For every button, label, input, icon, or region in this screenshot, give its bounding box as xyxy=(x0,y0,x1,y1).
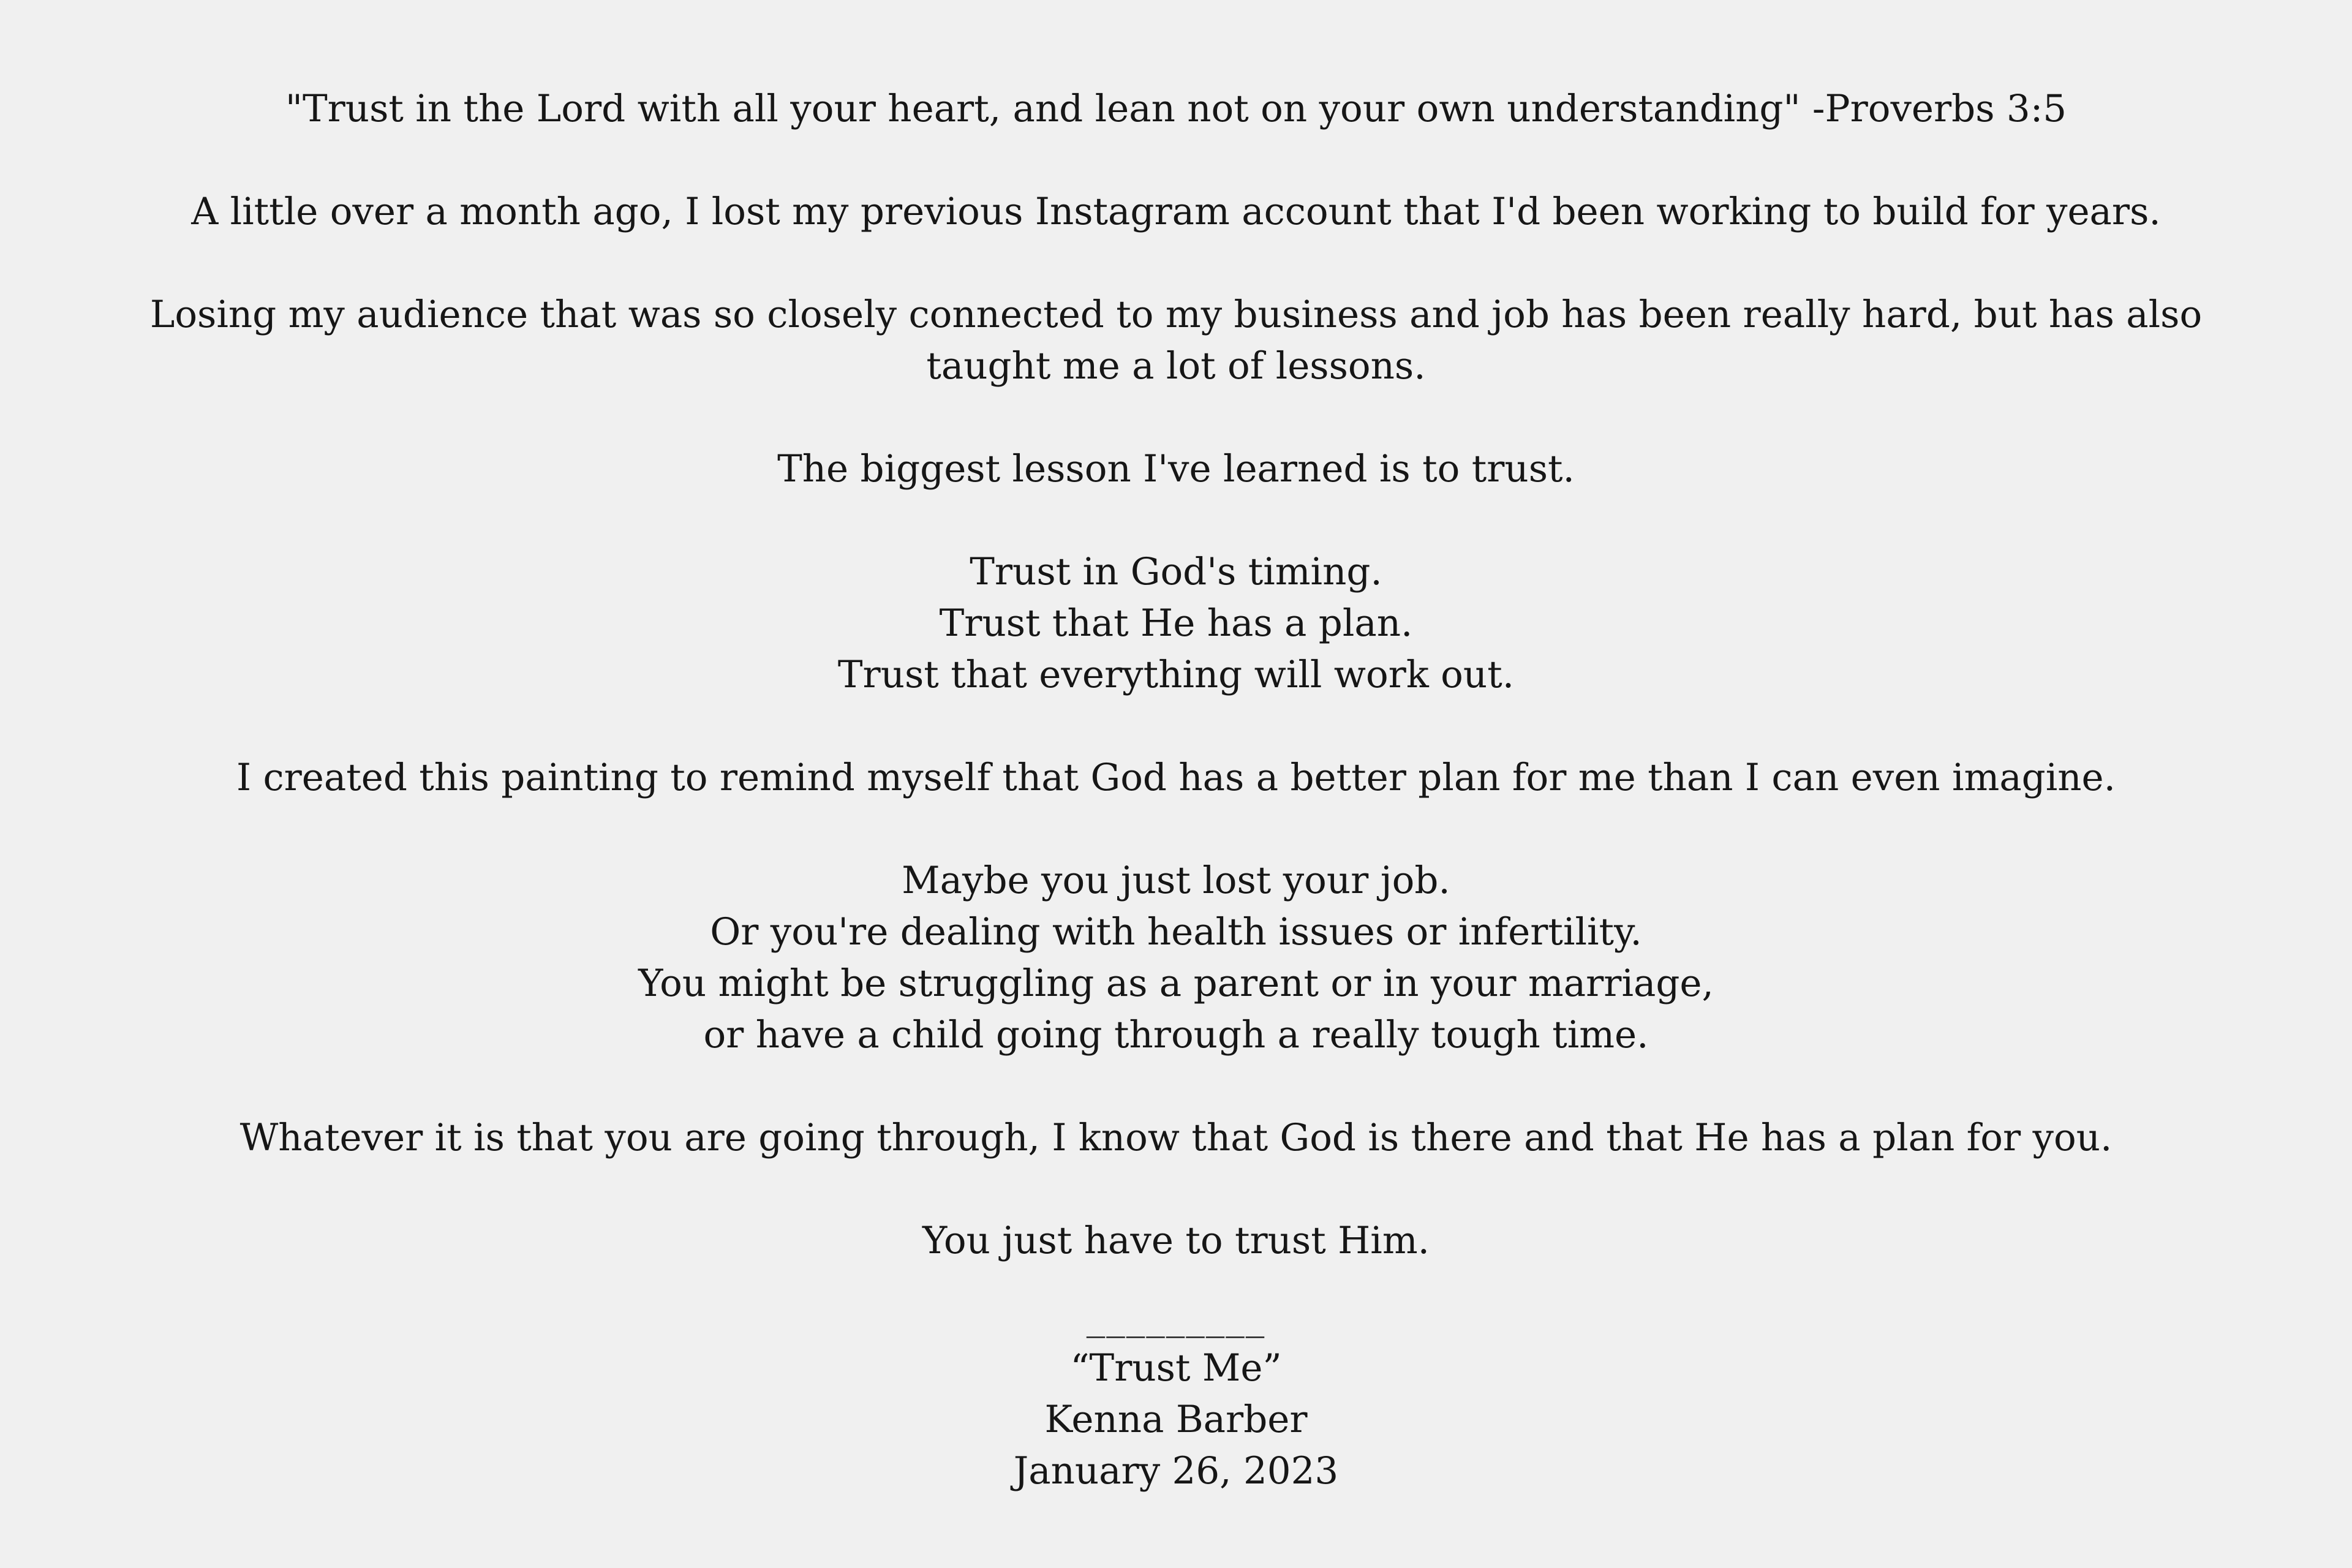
spacer xyxy=(0,495,2352,546)
paragraph-audience-line-2: taught me a lot of lessons. xyxy=(926,344,1426,388)
maybe-line: You might be struggling as a parent or in your marriage, xyxy=(638,962,1714,1005)
verse-quote: "Trust in the Lord with all your heart, and lean not on your own understanding" -Proverbs 3:5 xyxy=(285,87,2067,130)
trust-line: Trust in God's timing. xyxy=(970,550,1382,594)
spacer xyxy=(0,392,2352,443)
paragraph-trust-him: You just have to trust Him. xyxy=(922,1219,1430,1262)
paragraph-biggest-lesson: The biggest lesson I've learned is to trust. xyxy=(777,447,1575,491)
spacer xyxy=(0,135,2352,186)
spacer xyxy=(0,701,2352,752)
maybe-line: Maybe you just lost your job. xyxy=(902,859,1450,902)
trust-line: Trust that everything will work out. xyxy=(837,653,1515,696)
maybe-line: Or you're dealing with health issues or infertility. xyxy=(710,910,1642,954)
spacer xyxy=(0,238,2352,289)
paragraph-painting: I created this painting to remind myself that God has a better plan for me than I can even imagine. xyxy=(236,756,2116,799)
paragraph-audience-line-1: Losing my audience that was so closely connected to my business and job has been really hard, but has also xyxy=(149,293,2203,336)
trust-line: Trust that He has a plan. xyxy=(939,601,1413,645)
artwork-title: “Trust Me” xyxy=(1070,1346,1282,1390)
spacer xyxy=(0,804,2352,855)
signature-rule: _________ xyxy=(1086,1295,1266,1338)
paragraph-instagram: A little over a month ago, I lost my previous Instagram account that I'd been working to build for years. xyxy=(191,190,2161,233)
spacer xyxy=(0,1061,2352,1112)
document-body xyxy=(0,83,2352,1497)
maybe-line: or have a child going through a really tough time. xyxy=(703,1013,1649,1057)
signature-date: January 26, 2023 xyxy=(1013,1449,1339,1493)
paragraph-whatever: Whatever it is that you are going through, I know that God is there and that He has a plan for you. xyxy=(239,1116,2113,1159)
author-name: Kenna Barber xyxy=(1044,1398,1308,1441)
spacer xyxy=(0,1164,2352,1215)
